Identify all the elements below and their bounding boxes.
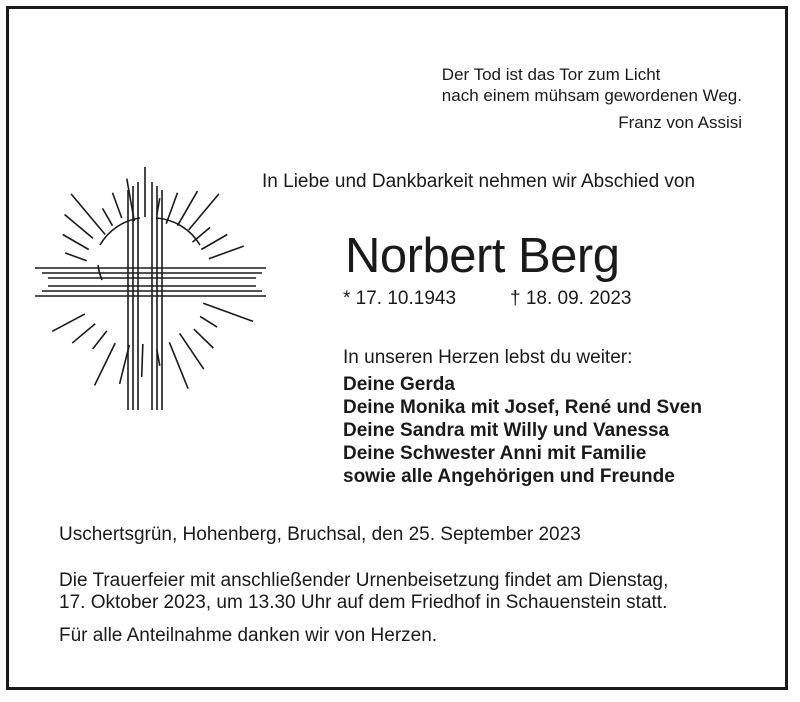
place-date: Uschertsgrün, Hohenberg, Bruchsal, den 25. September 2023 <box>59 524 581 545</box>
death-date: † 18. 09. 2023 <box>510 288 632 309</box>
mourner-line: sowie alle Angehörigen und Freunde <box>343 466 675 487</box>
mourner-line: Deine Schwester Anni mit Familie <box>343 443 647 464</box>
radiant-cross-icon <box>30 160 275 410</box>
mourners-list <box>343 373 702 488</box>
service-info <box>59 570 668 614</box>
hearts-line: In unseren Herzen lebst du weiter: <box>343 347 633 368</box>
mourner-line: Deine Gerda <box>343 374 455 395</box>
service-line-1: Die Trauerfeier mit anschließender Urnenbeisetzung findet am Dienstag, <box>59 570 669 591</box>
quote <box>442 64 742 106</box>
quote-author: Franz von Assisi <box>618 113 742 132</box>
thanks-line: Für alle Anteilnahme danken wir von Herzen. <box>59 625 438 646</box>
quote-line-1: Der Tod ist das Tor zum Licht <box>441 65 661 84</box>
birth-date: * 17. 10.1943 <box>343 288 457 309</box>
mourner-line: Deine Monika mit Josef, René und Sven <box>343 397 702 418</box>
mourner-line: Deine Sandra mit Willy und Vanessa <box>343 420 670 441</box>
service-line-2: 17. Oktober 2023, um 13.30 Uhr auf dem Friedhof in Schauenstein statt. <box>59 592 668 613</box>
deceased-name: Norbert Berg <box>345 229 620 283</box>
quote-line-2: nach einem mühsam gewordenen Weg. <box>441 86 742 105</box>
farewell-line: In Liebe und Dankbarkeit nehmen wir Abschied von <box>262 171 696 192</box>
